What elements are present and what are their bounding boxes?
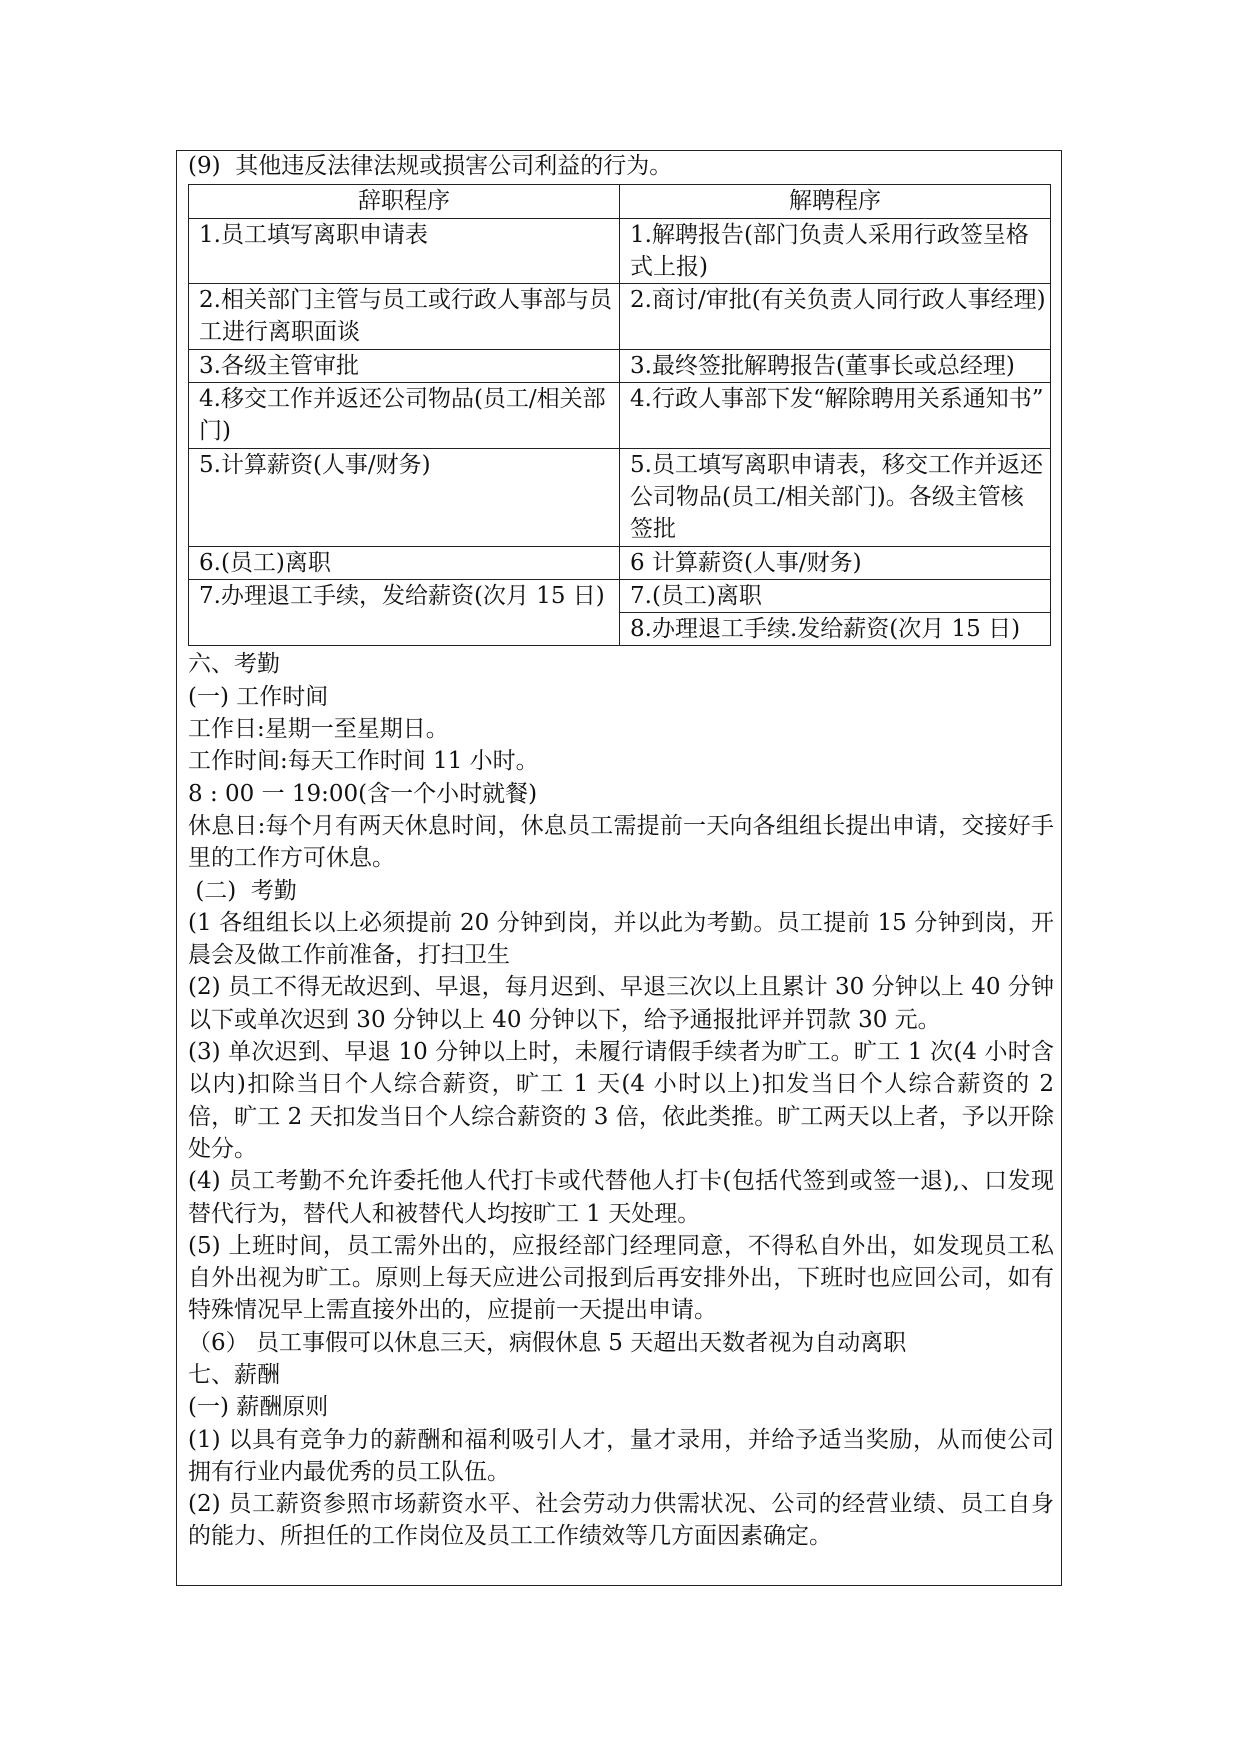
paragraph: (2) 员工薪资参照市场薪资水平、社会劳动力供需状况、公司的经营业绩、员工自身的能力、所担任的工作岗位及员工工作绩效等几方面因素确定。	[188, 1491, 1054, 1550]
subheading-work-time: (一) 工作时间	[188, 683, 329, 710]
header-dismissal: 解聘程序	[620, 185, 1051, 218]
dismiss-step: 8.办理退工手续.发给薪资(次月 15 日)	[620, 613, 1051, 646]
dismiss-step: 7.(员工)离职	[620, 579, 1051, 612]
dismiss-step: 3.最终签批解聘报告(董事长或总经理)	[620, 349, 1051, 382]
table-row	[189, 448, 1051, 546]
paragraph: 8 : 00 一 19:00(含一个小时就餐)	[188, 780, 538, 807]
table-header-row	[189, 185, 1051, 218]
resign-step: 7.办理退工手续，发给薪资(次月 15 日)	[189, 579, 620, 646]
paragraph: （6） 员工事假可以休息三天，病假休息 5 天超出天数者视为自动离职	[188, 1329, 907, 1356]
header-resignation: 辞职程序	[189, 185, 620, 218]
procedure-table	[188, 184, 1051, 646]
paragraph: (5) 上班时间，员工需外出的，应报经部门经理同意，不得私自外出，如发现员工私自外出视为旷工。原则上每天应进公司报到后再安排外出，下班时也应回公司，如有特殊情况早上需直接外出的，应提前一天提出申请。	[188, 1232, 1054, 1324]
table-row	[189, 383, 1051, 449]
resign-step: 1.员工填写离职申请表	[189, 218, 620, 284]
paragraph: 工作时间:每天工作时间 11 小时。	[188, 748, 539, 775]
table-row	[189, 349, 1051, 382]
dismiss-step: 2.商讨/审批(有关负责人同行政人事经理)	[620, 284, 1051, 350]
document-body	[188, 150, 1054, 1553]
paragraph: (1) 以具有竞争力的薪酬和福利吸引人才，量才录用，并给予适当奖励，从而使公司拥有行业内最优秀的员工队伍。	[188, 1426, 1054, 1485]
paragraph: (4) 员工考勤不允许委托他人代打卡或代替他人打卡(包括代签到或签一退),、口发现替代行为，替代人和被替代人均按旷工 1 天处理。	[188, 1168, 1054, 1227]
subheading-salary-principle: (一) 薪酬原则	[188, 1394, 329, 1421]
section-heading-attendance: 六、考勤	[188, 651, 280, 678]
resign-step: 6.(员工)离职	[189, 546, 620, 579]
paragraph: (2) 员工不得无故迟到、早退，每月迟到、早退三次以上且累计 30 分钟以上 40 分钟以下或单次迟到 30 分钟以上 40 分钟以下，给予通报批评并罚款 30 元。	[188, 974, 1054, 1033]
paragraph: (1 各组组长以上必须提前 20 分钟到岗，并以此为考勤。员工提前 15 分钟到岗，开晨会及做工作前准备，打扫卫生	[188, 909, 1054, 969]
resign-step: 3.各级主管审批	[189, 349, 620, 382]
dismiss-step: 1.解聘报告(部门负责人采用行政签呈格式上报)	[620, 218, 1051, 284]
table-row	[189, 218, 1051, 284]
clause-9: (9) 其他违反法律法规或损害公司利益的行为。	[188, 153, 673, 179]
table-row	[189, 546, 1051, 579]
paragraph: 工作日:星期一至星期日。	[188, 716, 449, 743]
subheading-attendance: (二) 考勤	[188, 877, 297, 904]
table-row	[189, 579, 1051, 612]
paragraph: 休息日:每个月有两天休息时间，休息员工需提前一天向各组组长提出申请，交接好手里的工作方可休息。	[188, 812, 1054, 872]
dismiss-step: 5.员工填写离职申请表，移交工作并返还公司物品(员工/相关部门)。各级主管核签批	[620, 448, 1051, 546]
resign-step: 4.移交工作并返还公司物品(员工/相关部门)	[189, 383, 620, 449]
resign-step: 5.计算薪资(人事/财务)	[189, 448, 620, 546]
section-heading-salary: 七、薪酬	[188, 1361, 280, 1388]
table-row	[189, 284, 1051, 350]
dismiss-step: 4.行政人事部下发“解除聘用关系通知书”	[620, 383, 1051, 449]
paragraph: (3) 单次迟到、早退 10 分钟以上时，未履行请假手续者为旷工。旷工 1 次(4 小时含以内)扣除当日个人综合薪资，旷工 1 天(4 小时以上)扣发当日个人综合薪资的 2 倍，旷工 2 天扣发当日个人综合薪资的 3 倍，依此类推。旷工两天以上者，予以开除处分。	[188, 1039, 1054, 1162]
resign-step: 2.相关部门主管与员工或行政人事部与员工进行离职面谈	[189, 284, 620, 350]
dismiss-step: 6 计算薪资(人事/财务)	[620, 546, 1051, 579]
